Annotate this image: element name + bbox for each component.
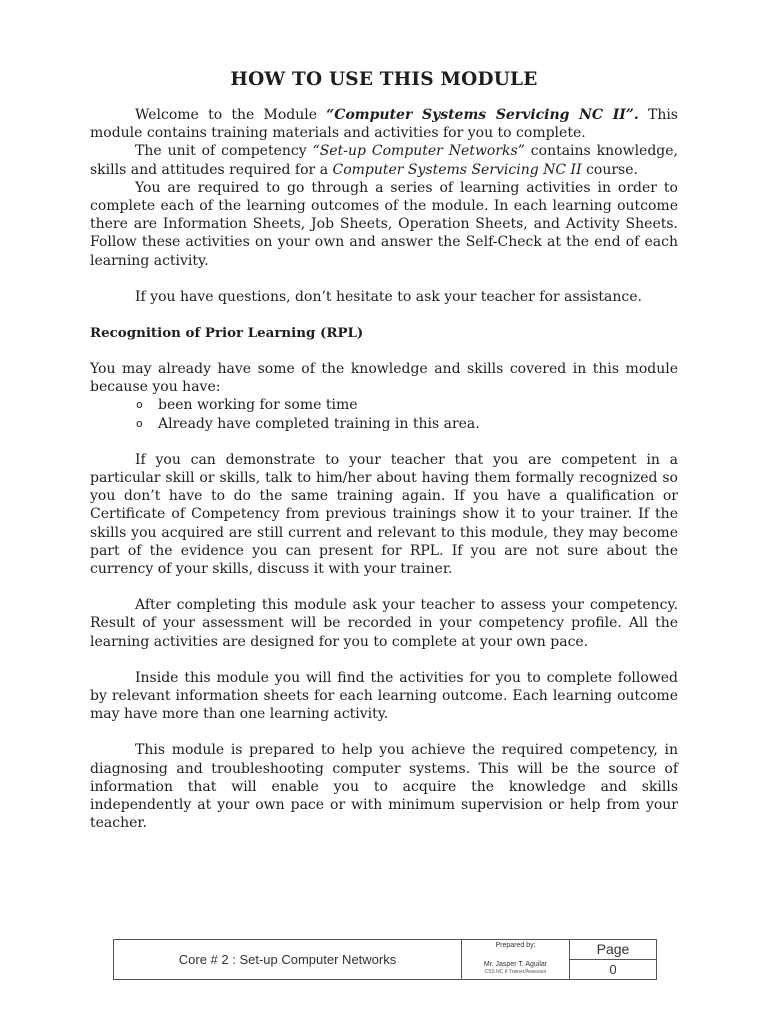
author-name: Mr. Jasper T. Aguilar	[483, 961, 548, 968]
bullet-icon: o	[136, 416, 143, 430]
rpl-paragraph-1: If you can demonstrate to your teacher that you are competent in a particular skill or skills, talk to him/her about having them formally recognized so you don’t have to do the same training again. If you have a qualification or Certificate of Competency from previous trainings show it to your trainer. If the skills you acquired are still current and relevant to this module, they may become part of the evidence you can present for RPL. If you are not sure about the currency of your skills, discuss it with your trainer.	[90, 451, 678, 578]
bullet-icon: o	[136, 398, 143, 412]
intro-p2-text-a: The unit of competency	[135, 143, 313, 160]
course-name: Computer Systems Servicing NC II	[332, 161, 582, 178]
intro-p1-text-a: Welcome to the Module	[135, 107, 327, 123]
module-name: “Computer Systems Servicing NC II”.	[326, 107, 639, 123]
document-body	[90, 68, 678, 833]
list-item	[136, 415, 678, 433]
rpl-paragraph-4: This module is prepared to help you achieve the required competency, in diagnosing and troubleshooting computer systems. This will be the source of information that will enable you to acquire the knowledge and skills independently at your own pace or with minimum supervision or help from your teacher.	[90, 742, 678, 832]
footer-core-title: Core # 2 : Set-up Computer Networks	[114, 940, 462, 979]
prepared-by-label: Prepared by:	[495, 942, 536, 949]
list-item-text: Already have completed training in this area.	[158, 415, 480, 432]
footer-page-box	[570, 940, 656, 979]
intro-paragraph-4: If you have questions, don’t hesitate to ask your teacher for assistance.	[135, 288, 642, 305]
intro-paragraph-2	[90, 142, 678, 178]
page-title: HOW TO USE THIS MODULE	[230, 69, 538, 90]
rpl-bullet-list	[90, 396, 678, 432]
list-item-text: been working for some time	[158, 397, 358, 414]
rpl-lead: You may already have some of the knowledge and skills covered in this module because you have:	[90, 361, 678, 396]
intro-p2-text-b: contains knowledge, skills and attitudes required for a	[90, 143, 678, 178]
rpl-paragraph-3: Inside this module you will find the activities for you to complete followed by relevant information sheets for each learning outcome. Each learning outcome may have more than one learning activity.	[90, 669, 678, 723]
intro-paragraph-1	[90, 106, 678, 142]
footer-table	[113, 939, 657, 980]
author-role: CSS NC II Trainer/Assessor	[484, 969, 547, 975]
rpl-paragraph-2: After completing this module ask your teacher to assess your competency. Result of your assessment will be recorded in your competency profile. All the learning activities are designed for you to complete at your own pace.	[90, 597, 678, 650]
page-number: 0	[609, 962, 617, 977]
unit-of-competency: “Set-up Computer Networks”	[312, 143, 525, 160]
rpl-heading: Recognition of Prior Learning (RPL)	[90, 325, 364, 342]
footer-prepared-by	[462, 940, 570, 979]
intro-p1-text-b: This module contains training materials and activities for you to complete.	[90, 107, 678, 142]
intro-paragraph-3: You are required to go through a series of learning activities in order to complete each of the learning outcomes of the module. In each learning outcome there are Information Sheets, Job Sheets, Operation Sheets, and Activity Sheets. Follow these activities on your own and answer the Self-Check at the end of each learning activity.	[90, 179, 678, 269]
intro-p2-text-c: course.	[581, 161, 638, 178]
page-label: Page	[570, 940, 656, 960]
list-item	[136, 396, 678, 414]
